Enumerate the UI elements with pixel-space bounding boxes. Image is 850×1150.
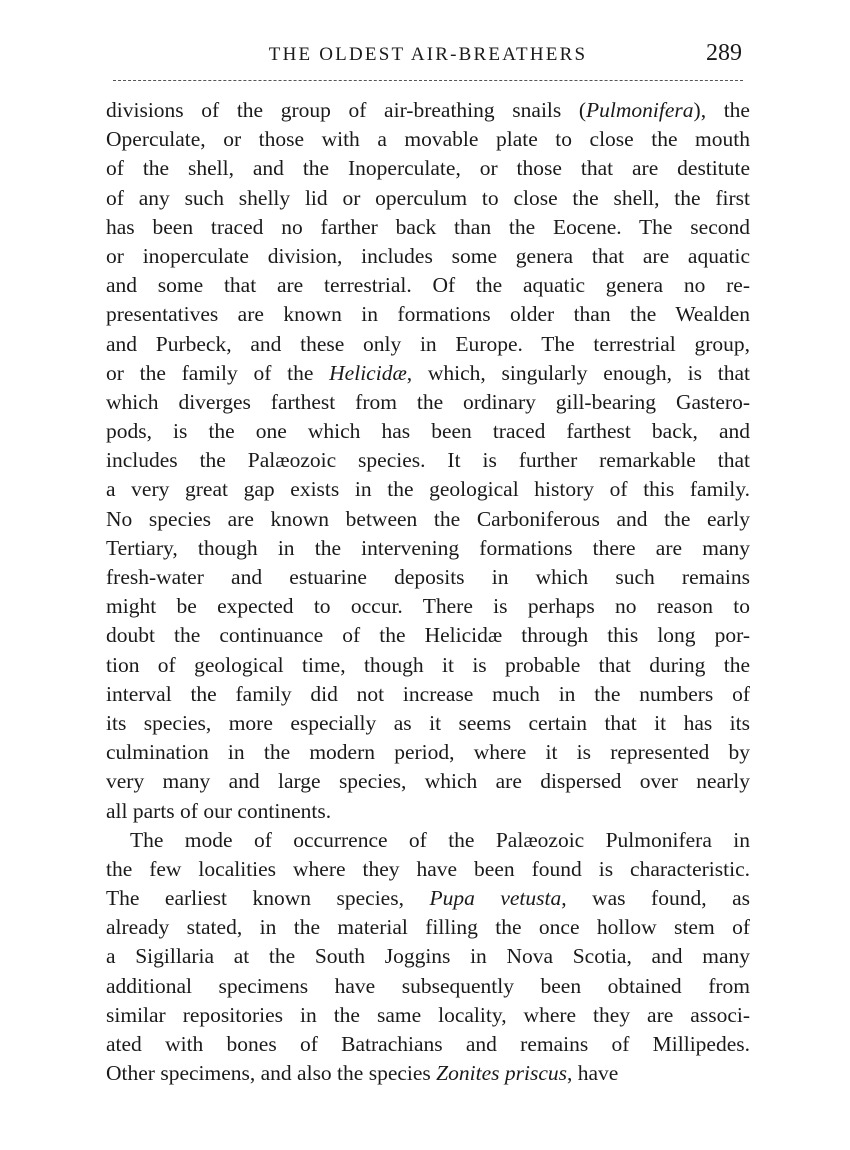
- italic-term: Helicidæ: [329, 360, 407, 385]
- text-line: its species, more especially as it seems certain that it has its: [106, 710, 750, 735]
- text-line: Other specimens, and also the species Zonites priscus, have: [106, 1061, 619, 1086]
- paragraph: [106, 826, 750, 1089]
- text-line: and Purbeck, and these only in Europe. The terrestrial group,: [106, 331, 750, 356]
- paragraph: [106, 96, 750, 826]
- text-line: divisions of the group of air-breathing snails (Pulmonifera), the: [106, 98, 750, 122]
- text-line: and some that are terrestrial. Of the aquatic genera no re-: [106, 273, 750, 298]
- text-line: ated with bones of Batrachians and remains of Millipedes.: [106, 1032, 750, 1056]
- text-line: culmination in the modern period, where it is represented by: [106, 740, 750, 765]
- header-rule: [113, 80, 743, 81]
- text-line: includes the Palæozoic species. It is further remarkable that: [106, 448, 750, 473]
- italic-term: Pupa vetusta: [429, 886, 562, 911]
- text-line: very many and large species, which are dispersed over nearly: [106, 769, 750, 794]
- text-line: interval the family did not increase much in the numbers of: [106, 681, 750, 706]
- text-line: pods, is the one which has been traced farthest back, and: [106, 419, 750, 444]
- text-line: similar repositories in the same locality, where they are associ-: [106, 1002, 750, 1027]
- text-line: additional specimens have subsequently been obtained from: [106, 973, 750, 998]
- text-line: The earliest known species, Pupa vetusta, was found, as: [106, 886, 750, 911]
- body-text: [106, 96, 750, 1088]
- text-line: has been traced no farther back than the Eocene. The second: [106, 214, 750, 239]
- text-line: already stated, in the material filling the once hollow stem of: [106, 915, 750, 940]
- text-line: The mode of occurrence of the Palæozoic Pulmonifera in: [130, 827, 750, 852]
- text-line: which diverges farthest from the ordinary gill-bearing Gastero-: [106, 389, 750, 414]
- text-line: Tertiary, though in the intervening formations there are many: [106, 535, 750, 560]
- page-number: 289: [706, 40, 742, 66]
- running-head: [108, 40, 748, 76]
- text-line: of any such shelly lid or operculum to close the shell, the first: [106, 185, 750, 210]
- italic-term: Pulmonifera: [586, 98, 694, 122]
- text-line: Operculate, or those with a movable plate to close the mouth: [106, 127, 750, 152]
- text-line: fresh-water and estuarine deposits in which such remains: [106, 565, 750, 589]
- text-line: presentatives are known in formations older than the Wealden: [106, 302, 750, 327]
- text-line: tion of geological time, though it is probable that during the: [106, 652, 750, 677]
- text-line: might be expected to occur. There is perhaps no reason to: [106, 594, 750, 619]
- text-line: or inoperculate division, includes some genera that are aquatic: [106, 243, 750, 268]
- italic-term: Zonites priscus: [436, 1061, 567, 1086]
- text-line: the few localities where they have been found is characteristic.: [106, 856, 750, 881]
- text-line: No species are known between the Carboniferous and the early: [106, 506, 750, 531]
- text-line: of the shell, and the Inoperculate, or those that are destitute: [106, 156, 750, 181]
- text-line: doubt the continuance of the Helicidæ through this long por-: [106, 623, 750, 648]
- text-line: all parts of our continents.: [106, 798, 332, 823]
- text-line: a very great gap exists in the geological history of this family.: [106, 477, 750, 502]
- running-title: THE OLDEST AIR-BREATHERS: [268, 44, 588, 65]
- text-line: or the family of the Helicidæ, which, singularly enough, is that: [106, 360, 750, 385]
- text-line: a Sigillaria at the South Joggins in Nova Scotia, and many: [106, 944, 750, 969]
